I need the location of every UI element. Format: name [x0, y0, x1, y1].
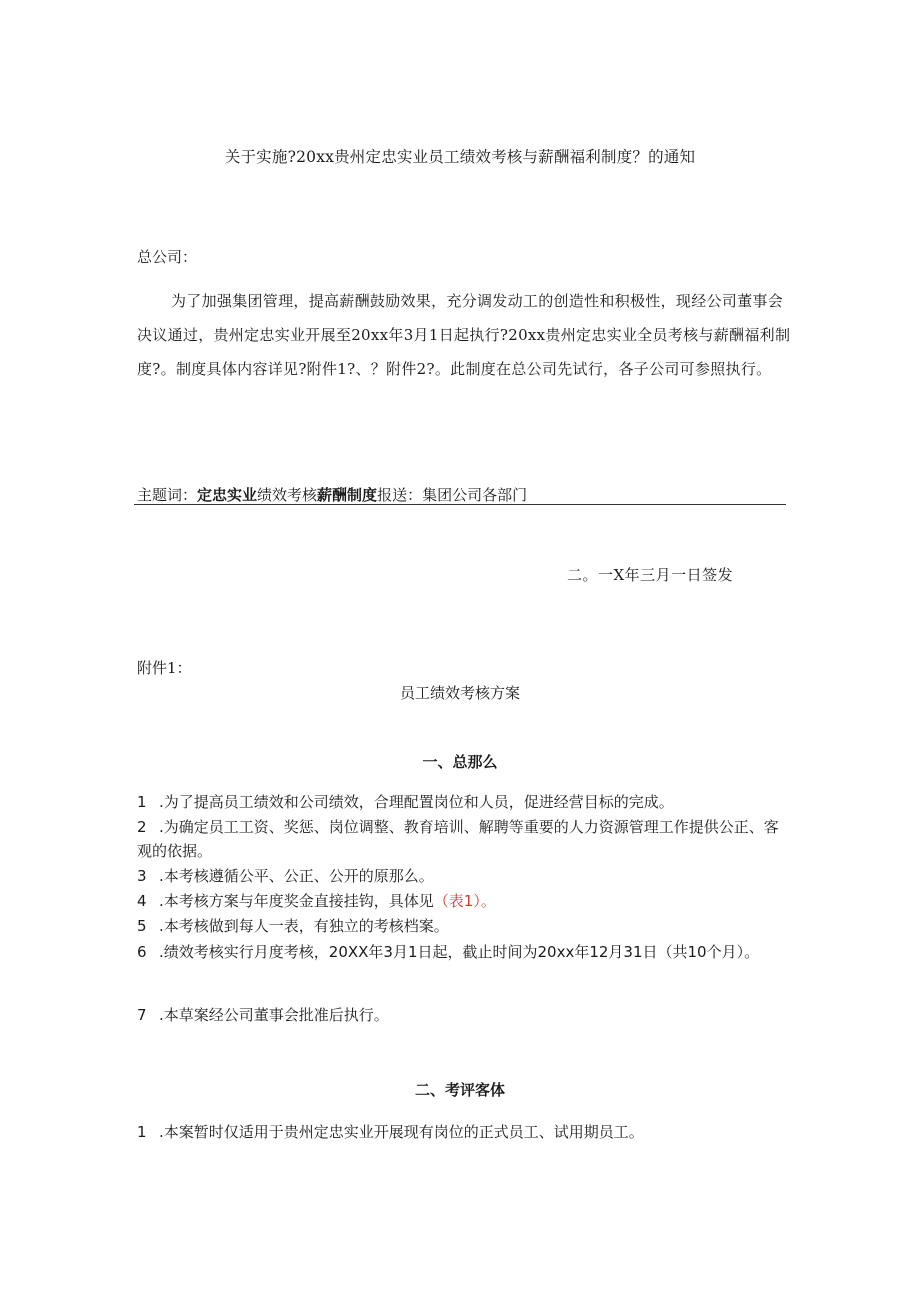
- item-text: .为了提高员工绩效和公司绩效，合理配置岗位和人员，促进经营目标的完成。: [159, 793, 674, 811]
- item-number: 7: [137, 1006, 147, 1024]
- table-reference-link[interactable]: （表1）。: [433, 892, 496, 910]
- item-text: .本考核做到每人一表，有独立的考核档案。: [159, 917, 449, 935]
- item-text: .本案暂时仅适用于贵州定忠实业开展现有岗位的正式员工、试用期员工。: [159, 1123, 644, 1141]
- addressee: 总公司：: [137, 248, 198, 266]
- section-heading-general: 一、总那么: [422, 753, 498, 771]
- item-number: 4: [137, 892, 147, 910]
- item-text: .绩效考核实行月度考核，20XX年3月1日起，截止时间为20xx年12月31日（共10个月）。: [159, 943, 760, 961]
- subject-keyword-3: 薪酬制度: [317, 486, 378, 504]
- notice-body: 为了加强集团管理，提高薪酬鼓励效果，充分调发动工的创造性和积极性，现经公司董事会决议通过，贵州定忠实业开展至20xx年3月1日起执行?20xx贵州定忠实业全员考核与薪酬福利制度?。制度具体内容详见?附件1?、？附件2?。此制度在总公司先试行，各子公司可参照执行。: [137, 292, 791, 378]
- subject-line: [137, 484, 527, 505]
- sign-date: 二。一X年三月一日签发: [567, 566, 734, 584]
- item-text: .本考核方案与年度奖金直接挂钩，具体见: [159, 892, 434, 910]
- item-number: 1: [137, 1123, 147, 1141]
- list-item: [137, 864, 792, 888]
- notice-title: 关于实施?20xx贵州定忠实业员工绩效考核与薪酬福利制度？的通知: [224, 148, 696, 166]
- subject-recipients: 报送：集团公司各部门: [377, 486, 528, 504]
- item-text: .本考核遵循公平、公正、公开的原那么。: [159, 867, 434, 885]
- list-item: [137, 790, 792, 814]
- item-text: .为确定员工工资、奖惩、岗位调整、教育培训、解聘等重要的人力资源管理工作提供公正、客观的依据。: [137, 818, 779, 860]
- attachment-label: 附件1：: [137, 659, 192, 677]
- list-item: [137, 1003, 792, 1027]
- item-number: 1: [137, 793, 147, 811]
- item-text: .本草案经公司董事会批准后执行。: [159, 1006, 389, 1024]
- subject-divider: [134, 504, 786, 505]
- list-item: [137, 815, 792, 863]
- list-item: [137, 914, 792, 938]
- item-number: 5: [137, 917, 147, 935]
- subject-label: 主题词：: [137, 486, 198, 504]
- item-number: 3: [137, 867, 147, 885]
- subject-keyword-1: 定忠实业: [197, 486, 258, 504]
- item-number: 6: [137, 943, 147, 961]
- subject-keyword-2: 绩效考核: [257, 486, 318, 504]
- list-item: [137, 889, 792, 913]
- scheme-title: 员工绩效考核方案: [399, 684, 520, 702]
- section-heading-subjects: 二、考评客体: [414, 1081, 505, 1099]
- list-item: [137, 940, 792, 964]
- item-number: 2: [137, 818, 147, 836]
- list-item: [137, 1120, 792, 1144]
